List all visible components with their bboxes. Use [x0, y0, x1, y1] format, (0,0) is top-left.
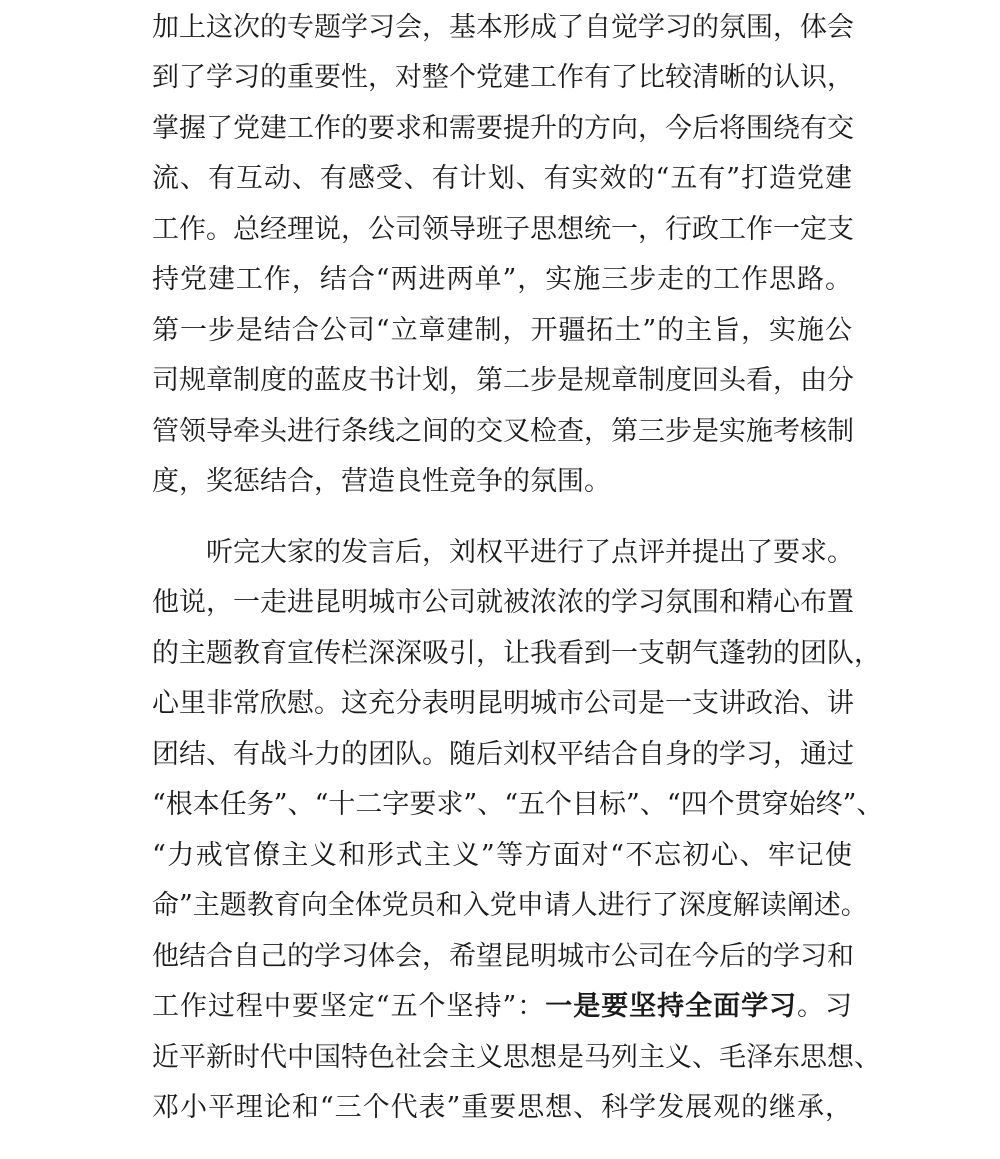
text-line-16: “根本任务”、“十二字要求”、“五个目标”、“四个贯穿始终”、 [152, 789, 884, 820]
text-line-15: 团结、有战斗力的团队。随后刘权平结合自身的学习，通过 [152, 739, 854, 770]
text-line-7: 第一步是结合公司“立章建制，开疆拓土”的主旨，实施公 [152, 315, 852, 346]
text-line-1: 加上这次的专题学习会，基本形成了自觉学习的氛围，体会 [152, 12, 854, 43]
text-line-20 [152, 987, 852, 1027]
text-line-2: 到了学习的重要性，对整个党建工作有了比较清晰的认识， [152, 62, 854, 93]
text-line-20-start: 工作过程中要坚定“五个坚持”： [152, 991, 546, 1022]
text-line-21: 近平新时代中国特色社会主义思想是马列主义、毛泽东思想、 [152, 1042, 881, 1073]
bold-emphasis: 一是要坚持全面学习 [545, 991, 798, 1022]
text-line-4: 流、有互动、有感受、有计划、有实效的“五有”打造党建 [152, 163, 852, 194]
text-line-17: “力戒官僚主义和形式主义”等方面对“不忘初心、牢记使 [152, 840, 852, 871]
text-line-8: 司规章制度的蓝皮书计划，第二步是规章制度回头看，由分 [152, 365, 854, 396]
text-line-3: 掌握了党建工作的要求和需要提升的方向，今后将围绕有交 [152, 113, 854, 144]
text-line-14: 心里非常欣慰。这充分表明昆明城市公司是一支讲政治、讲 [152, 688, 854, 719]
text-line-6: 持党建工作，结合“两进两单”，实施三步走的工作思路。 [152, 264, 852, 295]
text-line-20-end: 。习 [797, 991, 853, 1022]
text-line-10: 度，奖惩结合，营造良性竞争的氛围。 [152, 466, 611, 497]
text-line-19: 他结合自己的学习体会，希望昆明城市公司在今后的学习和 [152, 941, 854, 972]
text-line-9: 管领导牵头进行条线之间的交叉检查，第三步是实施考核制 [152, 416, 854, 447]
text-line-22: 邓小平理论和“三个代表”重要思想、科学发展观的继承， [152, 1092, 852, 1123]
text-line-13: 的主题教育宣传栏深深吸引，让我看到一支朝气蓬勃的团队， [152, 638, 881, 669]
text-line-18: 命”主题教育向全体党员和入党申请人进行了深度解读阐述。 [152, 890, 868, 921]
text-line-5: 工作。总经理说，公司领导班子思想统一，行政工作一定支 [152, 214, 854, 245]
text-line-11: 听完大家的发言后，刘权平进行了点评并提出了要求。 [206, 537, 854, 568]
text-line-12: 他说，一走进昆明城市公司就被浓浓的学习氛围和精心布置 [152, 587, 854, 618]
